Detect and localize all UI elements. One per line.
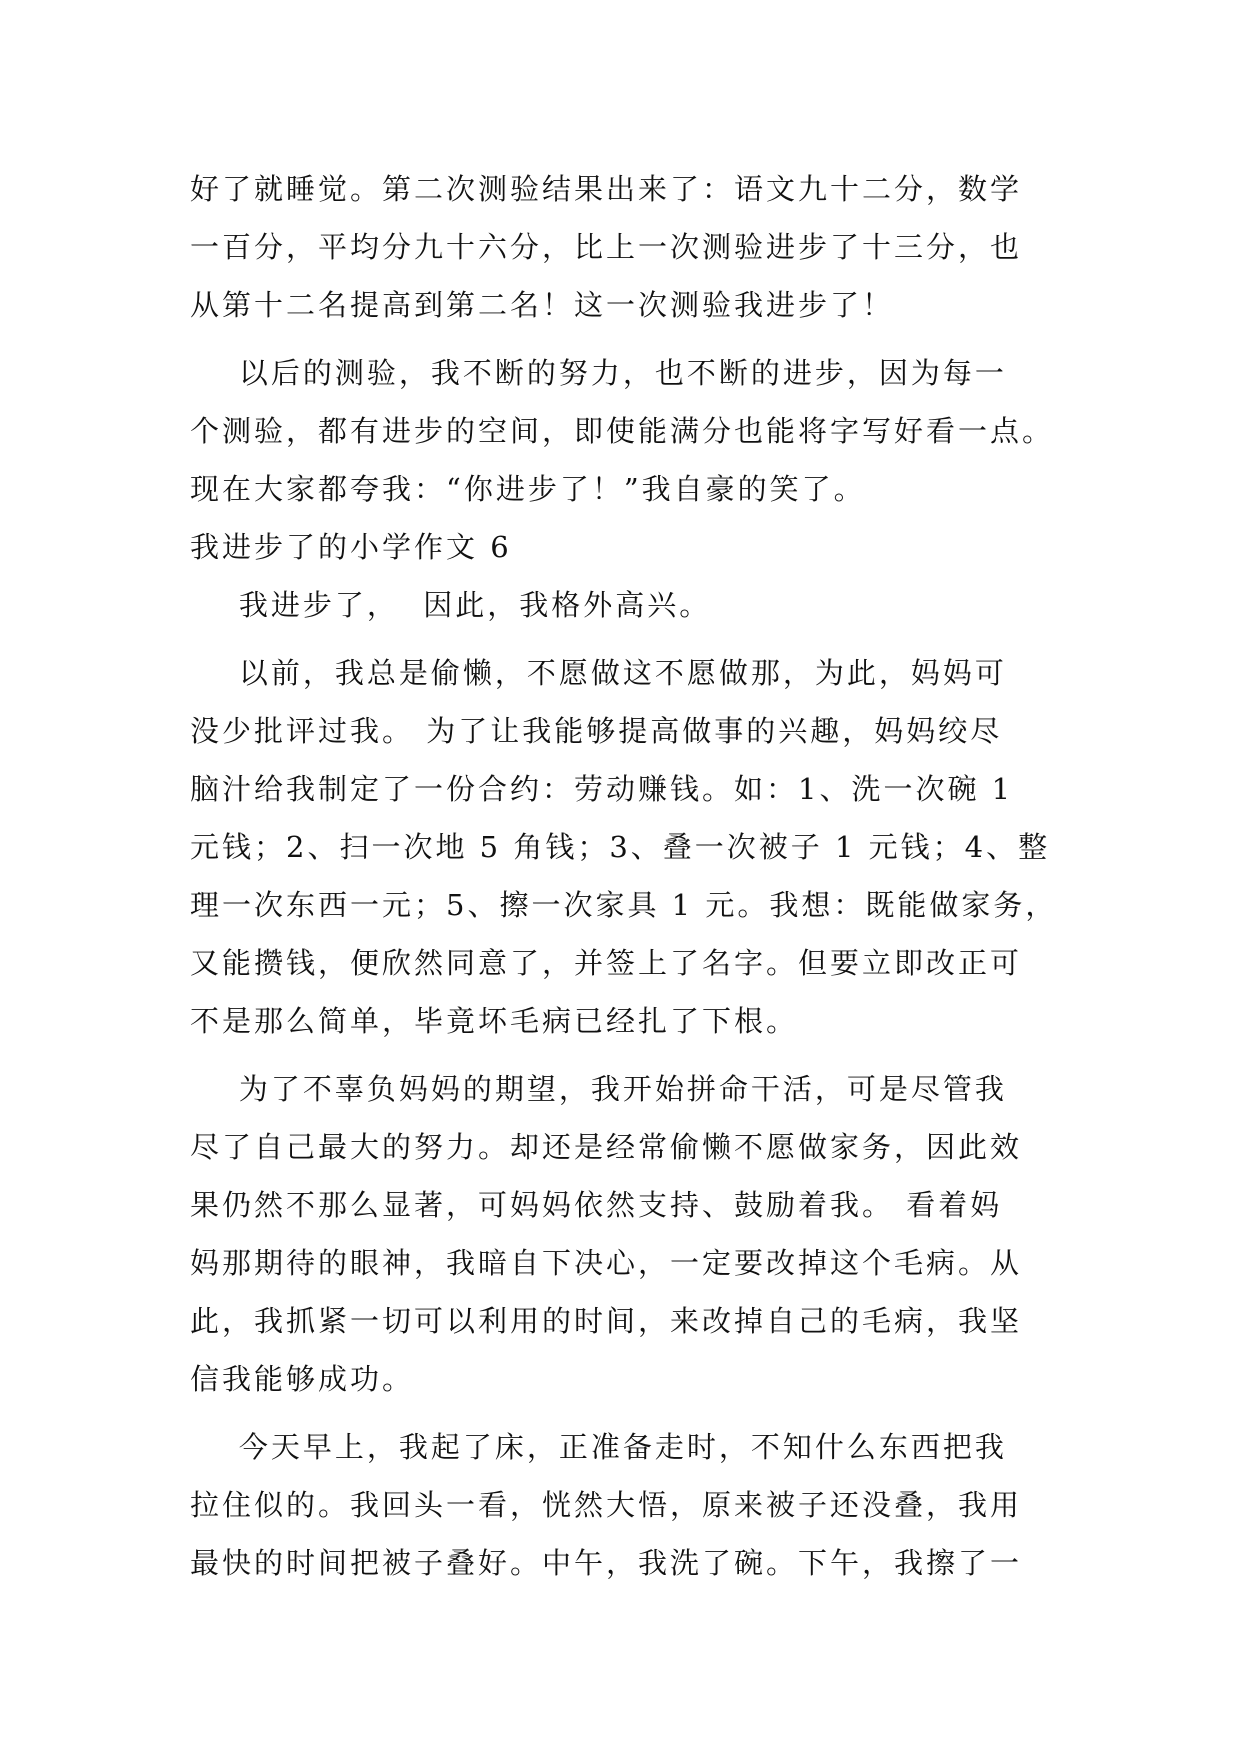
text-line: 以后的测验，我不断的努力，也不断的进步，因为每一 xyxy=(190,356,1007,390)
section-title: 我进步了的小学作文 6 xyxy=(190,530,512,564)
text-line: 个测验，都有进步的空间，即使能满分也能将字写好看一点。 xyxy=(190,414,1055,448)
text-line: 最快的时间把被子叠好。中午，我洗了碗。下午，我擦了一 xyxy=(190,1546,1023,1580)
text-line: 一百分，平均分九十六分，比上一次测验进步了十三分，也 xyxy=(190,230,1023,264)
text-line: 拉住似的。我回头一看，恍然大悟，原来被子还没叠，我用 xyxy=(190,1488,1023,1522)
text-line: 理一次东西一元；5、擦一次家具 1 元。我想：既能做家务， xyxy=(190,888,1058,922)
text-line: 我进步了， 因此，我格外高兴。 xyxy=(190,588,712,622)
text-line: 元钱；2、扫一次地 5 角钱；3、叠一次被子 1 元钱；4、整 xyxy=(190,830,1051,864)
text-line: 尽了自己最大的努力。却还是经常偷懒不愿做家务，因此效 xyxy=(190,1130,1023,1164)
text-line: 妈那期待的眼神，我暗自下决心，一定要改掉这个毛病。从 xyxy=(190,1246,1023,1280)
text-line: 脑汁给我制定了一份合约：劳动赚钱。如：1、洗一次碗 1 xyxy=(190,772,1014,806)
text-line: 好了就睡觉。第二次测验结果出来了：语文九十二分，数学 xyxy=(190,172,1023,206)
text-line: 没少批评过我。 为了让我能够提高做事的兴趣，妈妈绞尽 xyxy=(190,714,1003,748)
text-line: 又能攒钱，便欣然同意了，并签上了名字。但要立即改正可 xyxy=(190,946,1023,980)
text-line: 为了不辜负妈妈的期望，我开始拼命干活，可是尽管我 xyxy=(190,1072,1007,1106)
text-line: 不是那么简单，毕竟坏毛病已经扎了下根。 xyxy=(190,1004,799,1038)
text-line: 从第十二名提高到第二名！这一次测验我进步了！ xyxy=(190,288,895,322)
text-line: 今天早上，我起了床，正准备走时，不知什么东西把我 xyxy=(190,1430,1007,1464)
essay-body xyxy=(190,160,1058,1592)
text-line: 信我能够成功。 xyxy=(190,1362,415,1396)
text-line: 以前，我总是偷懒，不愿做这不愿做那，为此，妈妈可 xyxy=(190,656,1007,690)
text-line: 此，我抓紧一切可以利用的时间，来改掉自己的毛病，我坚 xyxy=(190,1304,1023,1338)
text-line: 果仍然不那么显著，可妈妈依然支持、鼓励着我。 看着妈 xyxy=(190,1188,1003,1222)
text-line: 现在大家都夸我：“你进步了！”我自豪的笑了。 xyxy=(190,472,866,506)
